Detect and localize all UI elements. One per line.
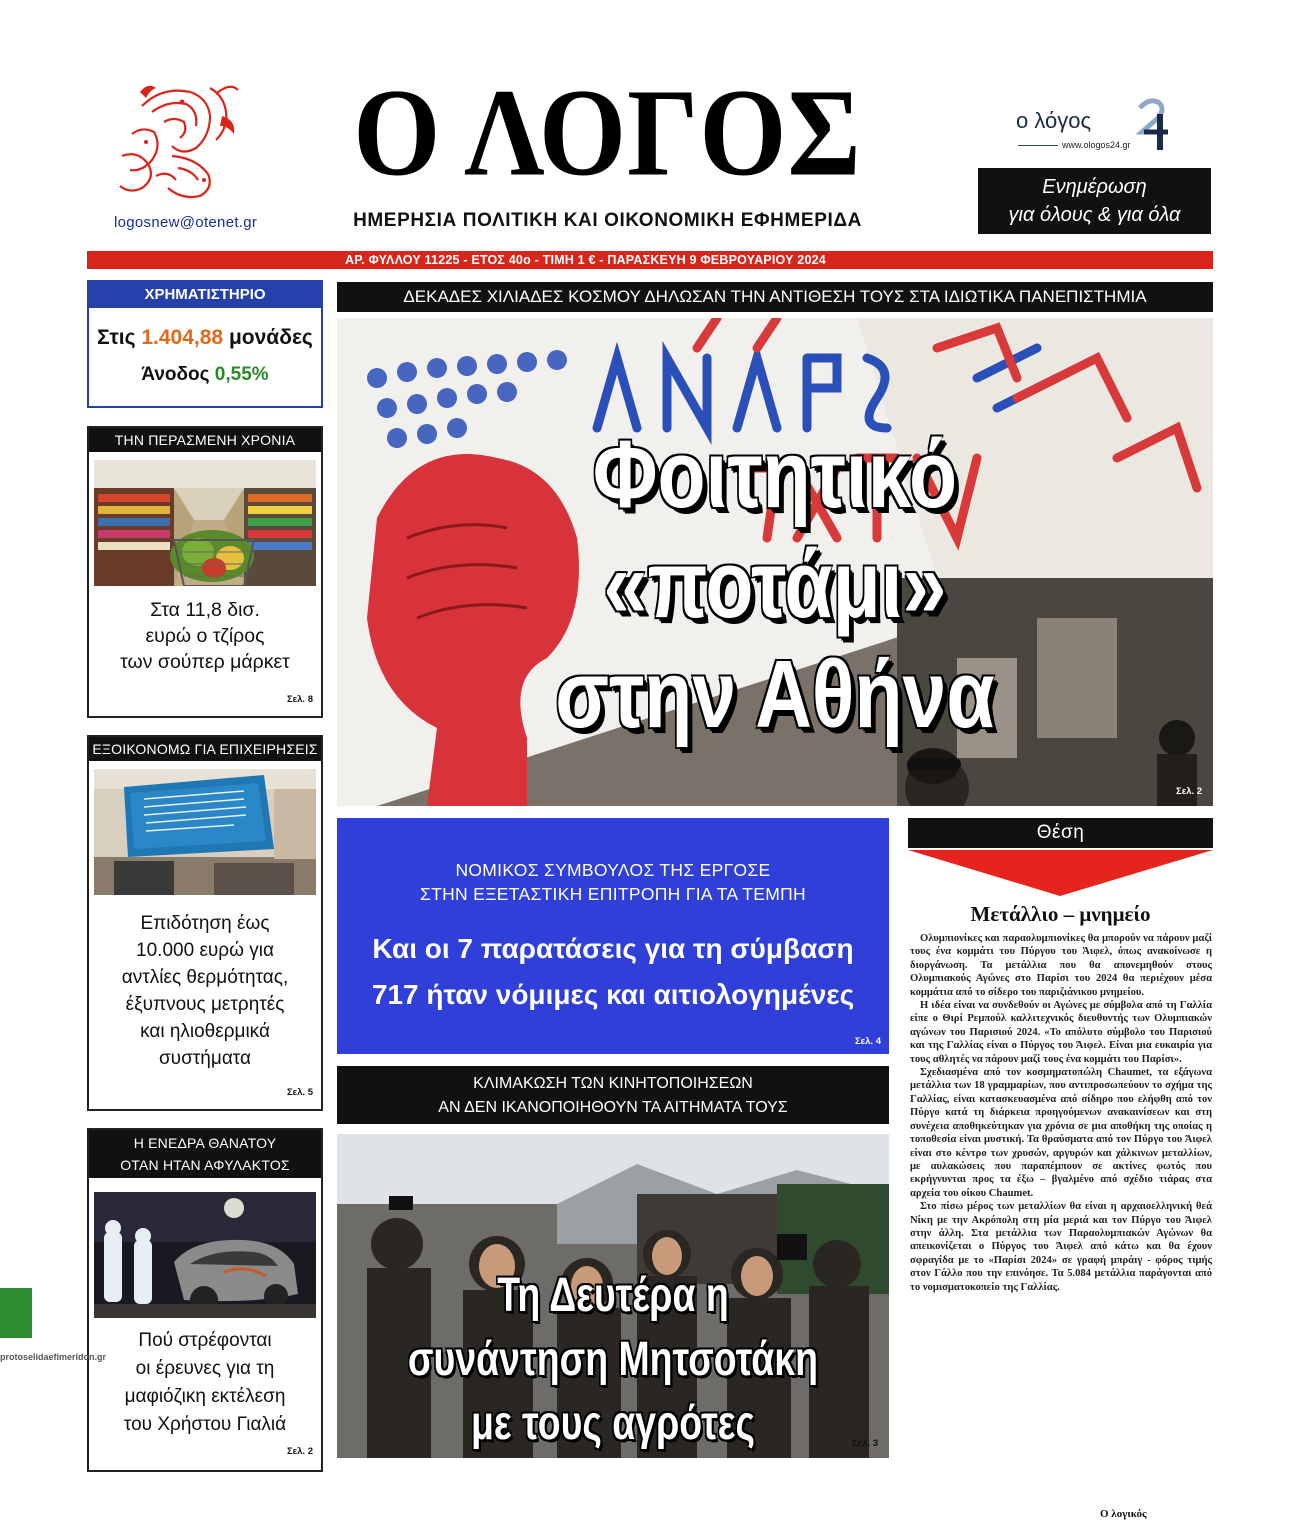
opinion-paragraph: Η ιδέα είναι να συνδεθούν οι Αγώνες με σύμβολα από τη Γαλλία είπε ο Θιρί Ρεμπούλ καλλιτεχνικός διευθυντής των Ολυμπιακών αγώνων του Παρισιού 2024. «Το απόλυτο σύμβολο του Παρισιού και της Γαλλίας είναι ο Πύργος του Άιφελ. Είναι μια ευκαιρία για τους αθλητές να πάρουν μαζί τους ένα κομμάτι του Παρίσι».	[910, 1000, 1212, 1065]
opinion-header: Θέση	[908, 818, 1213, 848]
main-headline[interactable]	[337, 420, 1213, 750]
side-tab	[0, 1288, 32, 1338]
supermarket-line-3: των σούπερ μάρκετ	[120, 651, 290, 673]
murder-text	[89, 1327, 321, 1439]
murder-line-2: οι έρευνες για τη	[135, 1358, 275, 1379]
stock-index-value: 1.404,88	[141, 326, 224, 349]
murder-header-line-2: ΟΤΑΝ ΗΤΑΝ ΑΦΥΛΑΚΤΟΣ	[120, 1157, 290, 1173]
supermarket-header: ΤΗΝ ΠΕΡΑΣΜΕΝΗ ΧΡΟΝΙΑ	[89, 428, 321, 452]
murder-page-ref[interactable]: Σελ. 2	[286, 1446, 313, 1457]
tempi-headline-line-2: 717 ήταν νόμιμες και αιτιολογημένες	[371, 979, 855, 1010]
tagline-line-1: Ενημέρωση	[1042, 176, 1147, 198]
stock-index-prefix: Στις	[97, 326, 142, 349]
tempi-kicker-line-1: ΝΟΜΙΚΟΣ ΣΥΜΒΟΥΛΟΣ ΤΗΣ ΕΡΓΟΣΕ	[455, 860, 771, 880]
ologos24-url[interactable]: www.ologos24.gr	[1062, 140, 1131, 150]
opinion-paragraph: Ολυμπιονίκες και παραολυμπιονίκες θα μπορούν να πάρουν μαζί τους ένα κομμάτι του Πύργου του Άιφελ, όπως ανακοίνωσε η διοργάνωση. Τα μετάλλια που θα απονεμηθούν στους Ολυμπιακούς Αγώνες στο Παρίσι του 2024 θα περιέχουν μέσα κομμάτια από το σίδερο του παριζιάνικου μνημείου.	[910, 933, 1212, 998]
murder-header	[89, 1130, 321, 1178]
contact-email[interactable]: logosnew@otenet.gr	[114, 214, 258, 231]
murder-line-4: του Χρήστου Γιαλιά	[123, 1414, 287, 1435]
issue-info: ΑΡ. ΦΥΛΛΟΥ 11225 - ΕΤΟΣ 40ο - ΤΙΜΗ 1 € - ΠΑΡΑΣΚΕΥΗ 9 ΦΕΒΡΟΥΑΡΙΟΥ 2024	[345, 253, 826, 267]
farmers-headline-line-2: με τους αγρότες	[470, 1397, 756, 1450]
subsidy-photo	[94, 769, 316, 900]
ologos24-rule	[1018, 145, 1058, 146]
farmers-headline-line-1: Τη Δευτέρα η συνάντηση Μητσοτάκη	[407, 1269, 819, 1386]
subsidy-story[interactable]	[87, 735, 323, 1111]
supermarket-page-ref[interactable]: Σελ. 8	[286, 694, 313, 705]
tempi-headline	[337, 926, 889, 1018]
ologos24-mark-icon	[1134, 94, 1174, 152]
masthead-title: Ο ΛΟΓΟΣ	[353, 63, 862, 203]
supermarket-photo	[94, 460, 316, 591]
farmers-kicker	[337, 1066, 889, 1124]
murder-line-3: μαφιόζικη εκτέλεση	[124, 1386, 286, 1407]
supermarket-text	[89, 597, 321, 675]
farmers-kicker-line-1: ΚΛΙΜΑΚΩΣΗ ΤΩΝ ΚΙΝΗΤΟΠΟΙΗΣΕΩΝ	[473, 1075, 753, 1092]
stock-index-suffix: μονάδες	[223, 326, 313, 349]
main-page-ref[interactable]: Σελ. 2	[1176, 786, 1203, 797]
ologos24-name: ο λόγος	[1016, 108, 1092, 133]
stock-change-line	[89, 364, 321, 386]
murder-photo	[94, 1192, 316, 1323]
subsidy-line-1: Επιδότηση έως	[140, 913, 270, 934]
murder-story[interactable]	[87, 1128, 323, 1472]
issue-bar	[87, 251, 1213, 269]
subsidy-text	[89, 910, 321, 1072]
masthead-subtitle: ΗΜΕΡΗΣΙΑ ΠΟΛΙΤΙΚΗ ΚΑΙ ΟΙΚΟΝΟΜΙΚΗ ΕΦΗΜΕΡΙΔΑ	[353, 210, 862, 231]
subsidy-header: ΕΞΟΙΚΟΝΟΜΩ ΓΙΑ ΕΠΙΧΕΙΡΗΣΕΙΣ	[89, 737, 321, 761]
tempi-kicker-line-2: ΣΤΗΝ ΕΞΕΤΑΣΤΙΚΗ ΕΠΙΤΡΟΠΗ ΓΙΑ ΤΑ ΤΕΜΠΗ	[420, 884, 806, 904]
subsidy-line-3: αντλίες θερμότητας,	[121, 967, 289, 988]
tempi-kicker	[337, 858, 889, 906]
opinion-body	[910, 932, 1212, 1294]
stock-index-line	[89, 326, 321, 350]
tagline-box	[978, 168, 1211, 234]
supermarket-story[interactable]	[87, 426, 323, 718]
murder-line-1: Πού στρέφονται	[138, 1330, 272, 1351]
farmers-headline[interactable]	[337, 1264, 889, 1456]
main-headline-line-2: στην Αθήνα	[555, 641, 995, 748]
subsidy-line-6: συστήματα	[158, 1048, 252, 1069]
murder-header-line-1: Η ΕΝΕΔΡΑ ΘΑΝΑΤΟΥ	[133, 1135, 277, 1151]
opinion-title: Μετάλλιο – μνημείο	[970, 902, 1151, 926]
tempi-headline-line-1: Και οι 7 παρατάσεις για τη σύμβαση	[372, 933, 854, 964]
main-headline-line-1: Φοιτητικό «ποτάμι»	[592, 421, 958, 638]
tempi-story-box[interactable]	[337, 818, 889, 1054]
watermark: protoselidaefimeridon.gr	[0, 1352, 107, 1362]
subsidy-line-4: έξυπνους μετρητές	[125, 994, 285, 1015]
stock-change-value: 0,55%	[214, 364, 269, 385]
opinion-triangle-icon	[908, 850, 1213, 896]
supermarket-line-1: Στα 11,8 δισ.	[150, 599, 260, 621]
subsidy-page-ref[interactable]: Σελ. 5	[286, 1087, 313, 1098]
subsidy-line-5: και ηλιοθερμικά	[140, 1021, 270, 1042]
supermarket-line-2: ευρώ ο τζίρος	[145, 625, 265, 647]
newspaper-logo-figure	[112, 76, 242, 204]
farmers-page-ref[interactable]: Σελ. 3	[852, 1438, 879, 1449]
opinion-paragraph: Στο πίσω μέρος των μεταλλίων θα είναι η αρχαιοελληνική θεά Νίκη με την Ακρόπολη στη μία μεριά και τον Πύργο του Άιφελ στην άλλη. Στα μετάλλια των Παραολυμπιακών Αγώνων θα απεικονίζεται ο Πύργος του Άιφελ από κάτω και θα έχουν σφραγίδα με το «Παρίσι 2024» σε γραφή μπράιγ - φόρος τιμής στον Γάλλο που την επινόησε. Τα 5.084 μετάλλια παράγονται από το νομισματοκοπείο της Γαλλίας.	[910, 1201, 1212, 1293]
main-kicker: ΔΕΚΑΔΕΣ ΧΙΛΙΑΔΕΣ ΚΟΣΜΟΥ ΔΗΛΩΣΑΝ ΤΗΝ ΑΝΤΙΘΕΣΗ ΤΟΥΣ ΣΤΑ ΙΔΙΩΤΙΚΑ ΠΑΝΕΠΙΣΤΗΜΙΑ	[337, 282, 1213, 312]
stock-market-box	[87, 280, 323, 408]
subsidy-line-2: 10.000 ευρώ για	[136, 940, 274, 961]
tempi-page-ref[interactable]: Σελ. 4	[854, 1036, 881, 1047]
stock-market-header: ΧΡΗΜΑΤΙΣΤΗΡΙΟ	[89, 282, 321, 308]
stock-change-prefix: Άνοδος	[141, 364, 215, 385]
ologos24-logo[interactable]	[1014, 94, 1174, 160]
farmers-kicker-line-2: ΑΝ ΔΕΝ ΙΚΑΝΟΠΟΙΗΘΟΥΝ ΤΑ ΑΙΤΗΜΑΤΑ ΤΟΥΣ	[438, 1099, 788, 1116]
opinion-paragraph: Σχεδιασμένα από τον κοσμηματοπώλη Chaumet, τα εξάγωνα μετάλλια των 18 γραμμαρίων, που αντιπροσωπεύουν το σχήμα της Γαλλίας, είναι κατασκευασμένα από σίδηρο που ελήφθη από τον Πύργο κατά τη διάρκεια προηγούμενων ανακαινίσεων και στη συνέχεια αποθηκεύτηκαν για χρόνια σε μια αποθήκη της οποίας η τοποθεσία είναι μυστική. Τα θραύσματα από τον Πύργο του Άιφελ είναι στο κέντρο των χρυσών, αργυρών και χάλκινων μεταλλίων, με αυλακώσεις που παραπέμπουν σε ακτίνες φωτός που εκρήγνυνται προς τα έξω – βγαλμένο από σχέδιο τιάρας στα αρχεία του οίκου Chaumet.	[910, 1067, 1212, 1199]
tagline-line-2: για όλους & για όλα	[1008, 204, 1181, 226]
opinion-signature: Ο λογικός	[1100, 1508, 1147, 1520]
